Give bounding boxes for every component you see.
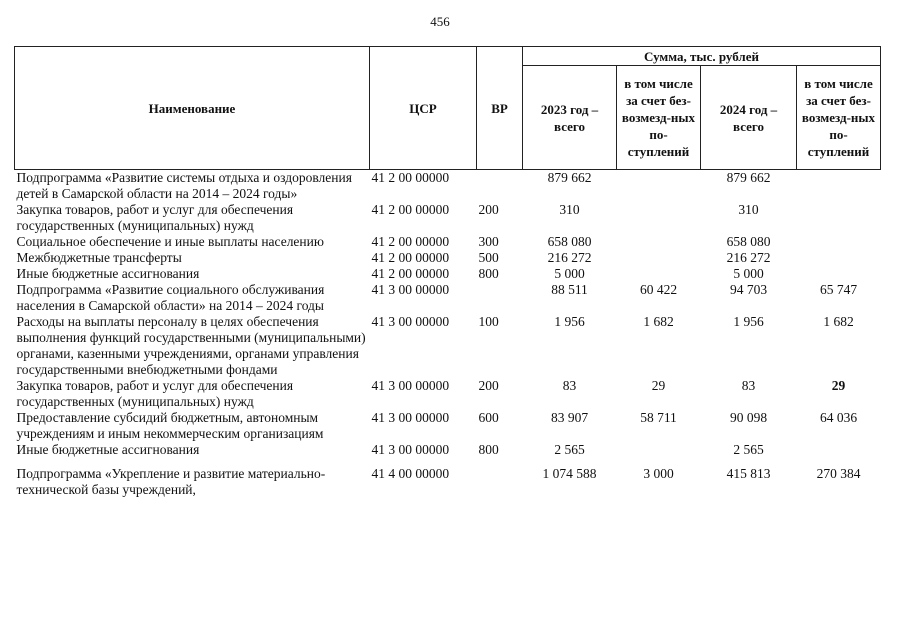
- row-2023-grants: [617, 266, 701, 282]
- row-name: Закупка товаров, работ и услуг для обеспечения государственных (муниципальных) нужд: [16, 378, 294, 409]
- row-vr: 300: [478, 234, 499, 249]
- row-2024-total: 5 000: [733, 266, 764, 281]
- row-2023-total: 658 080: [547, 234, 592, 249]
- row-vr: [477, 458, 523, 498]
- row-2023-total: 83: [562, 378, 577, 393]
- row-2023-total: 310: [559, 202, 580, 217]
- row-2023-grants: [617, 202, 701, 234]
- row-2024-grants: 65 747: [819, 282, 858, 297]
- row-2024-grants: [797, 234, 881, 250]
- row-csr: 41 2 00 00000: [371, 266, 450, 281]
- row-2023-grants: 3 000: [643, 466, 674, 481]
- row-2024-total: 310: [738, 202, 759, 217]
- header-sum-group: Сумма, тыс. рублей: [523, 47, 881, 66]
- header-2024-total: 2024 год – всего: [701, 66, 797, 170]
- row-name: Подпрограмма «Развитие социального обслуживания населения в Самарской области» на 2014 – 2024 годы: [16, 282, 325, 313]
- row-name: Подпрограмма «Укрепление и развитие материально-технической базы учреждений,: [16, 466, 326, 497]
- row-2024-total: 90 098: [729, 410, 768, 425]
- row-2024-total: 216 272: [726, 250, 771, 265]
- table-row: [15, 282, 881, 314]
- header-csr: ЦСР: [370, 47, 477, 170]
- row-vr: 600: [478, 410, 499, 425]
- row-2023-grants: [617, 170, 701, 203]
- table-row: [15, 250, 881, 266]
- table-row: [15, 378, 881, 410]
- row-2024-grants: 1 682: [823, 314, 854, 329]
- row-2024-total: 83: [741, 378, 756, 393]
- row-2024-grants: [797, 170, 881, 203]
- header-name: Наименование: [15, 47, 370, 170]
- row-vr: [477, 170, 523, 203]
- row-vr: [477, 282, 523, 314]
- row-2024-grants: 64 036: [819, 410, 858, 425]
- row-2024-total: 1 956: [733, 314, 764, 329]
- row-2024-grants: 270 384: [816, 466, 861, 481]
- row-2024-total: 415 813: [726, 466, 771, 481]
- row-2023-grants: 58 711: [640, 410, 677, 425]
- table-row: [15, 442, 881, 458]
- row-2023-grants: 29: [651, 378, 666, 393]
- header-2024-grants: в том числе за счет без-возмезд-ных по-ступлений: [797, 66, 881, 170]
- row-vr: 100: [478, 314, 499, 329]
- table-row: [15, 458, 881, 498]
- row-vr: 200: [478, 378, 499, 393]
- table-row: [15, 410, 881, 442]
- table-row: [15, 266, 881, 282]
- row-csr: 41 2 00 00000: [371, 250, 450, 265]
- header-vr: ВР: [477, 47, 523, 170]
- row-name: Предоставление субсидий бюджетным, автономным учреждениям и иным некоммерческим организациям: [16, 410, 324, 441]
- row-csr: 41 4 00 00000: [371, 466, 450, 481]
- row-2023-grants: 1 682: [643, 314, 674, 329]
- row-2024-grants: [797, 250, 881, 266]
- row-csr: 41 2 00 00000: [371, 234, 450, 249]
- row-2023-total: 88 511: [551, 282, 588, 297]
- table-row: [15, 202, 881, 234]
- page-number: 456: [430, 14, 450, 29]
- row-2023-total: 5 000: [554, 266, 585, 281]
- row-2024-grants: [797, 266, 881, 282]
- row-2023-total: 1 074 588: [542, 466, 597, 481]
- table-row: [15, 170, 881, 203]
- row-2023-total: 83 907: [550, 410, 589, 425]
- row-csr: 41 3 00 00000: [371, 410, 450, 425]
- header-2023-total: 2023 год – всего: [523, 66, 617, 170]
- row-2023-grants: [617, 250, 701, 266]
- row-2024-total: 94 703: [729, 282, 768, 297]
- row-name: Иные бюджетные ассигнования: [16, 266, 200, 281]
- row-name: Межбюджетные трансферты: [16, 250, 182, 265]
- row-csr: 41 2 00 00000: [371, 170, 450, 185]
- row-2023-total: 879 662: [547, 170, 592, 185]
- row-2023-grants: 60 422: [639, 282, 678, 297]
- row-csr: 41 2 00 00000: [371, 202, 450, 217]
- row-2023-total: 2 565: [554, 442, 585, 457]
- row-2024-grants: [797, 202, 881, 234]
- header-2023-grants: в том числе за счет без-возмезд-ных по-ступлений: [617, 66, 701, 170]
- table-row: [15, 314, 881, 378]
- row-2024-total: 2 565: [733, 442, 764, 457]
- row-name: Социальное обеспечение и иные выплаты населению: [16, 234, 324, 249]
- row-2023-total: 1 956: [554, 314, 585, 329]
- row-name: Закупка товаров, работ и услуг для обеспечения государственных (муниципальных) нужд: [16, 202, 294, 233]
- row-2023-grants: [617, 442, 701, 458]
- row-name: Расходы на выплаты персоналу в целях обеспечения выполнения функций государственными (муниципальными) органами, казенными учреждениями, органами управления государственными внебюджетными фондами: [16, 314, 366, 377]
- row-csr: 41 3 00 00000: [371, 282, 450, 297]
- table-row: [15, 234, 881, 250]
- row-vr: 800: [478, 442, 499, 457]
- row-2023-total: 216 272: [547, 250, 592, 265]
- row-vr: 800: [478, 266, 499, 281]
- row-vr: 200: [478, 202, 499, 217]
- row-name: Подпрограмма «Развитие системы отдыха и оздоровления детей в Самарской области на 2014 – 2024 годы»: [16, 170, 352, 201]
- row-2024-grants: [797, 442, 881, 458]
- row-csr: 41 3 00 00000: [371, 442, 450, 457]
- row-2024-grants: 29: [831, 378, 846, 393]
- row-vr: 500: [478, 250, 499, 265]
- row-csr: 41 3 00 00000: [371, 314, 450, 329]
- row-csr: 41 3 00 00000: [371, 378, 450, 393]
- budget-table: [14, 46, 881, 498]
- row-2024-total: 658 080: [726, 234, 771, 249]
- row-2024-total: 879 662: [726, 170, 771, 185]
- row-name: Иные бюджетные ассигнования: [16, 442, 200, 457]
- row-2023-grants: [617, 234, 701, 250]
